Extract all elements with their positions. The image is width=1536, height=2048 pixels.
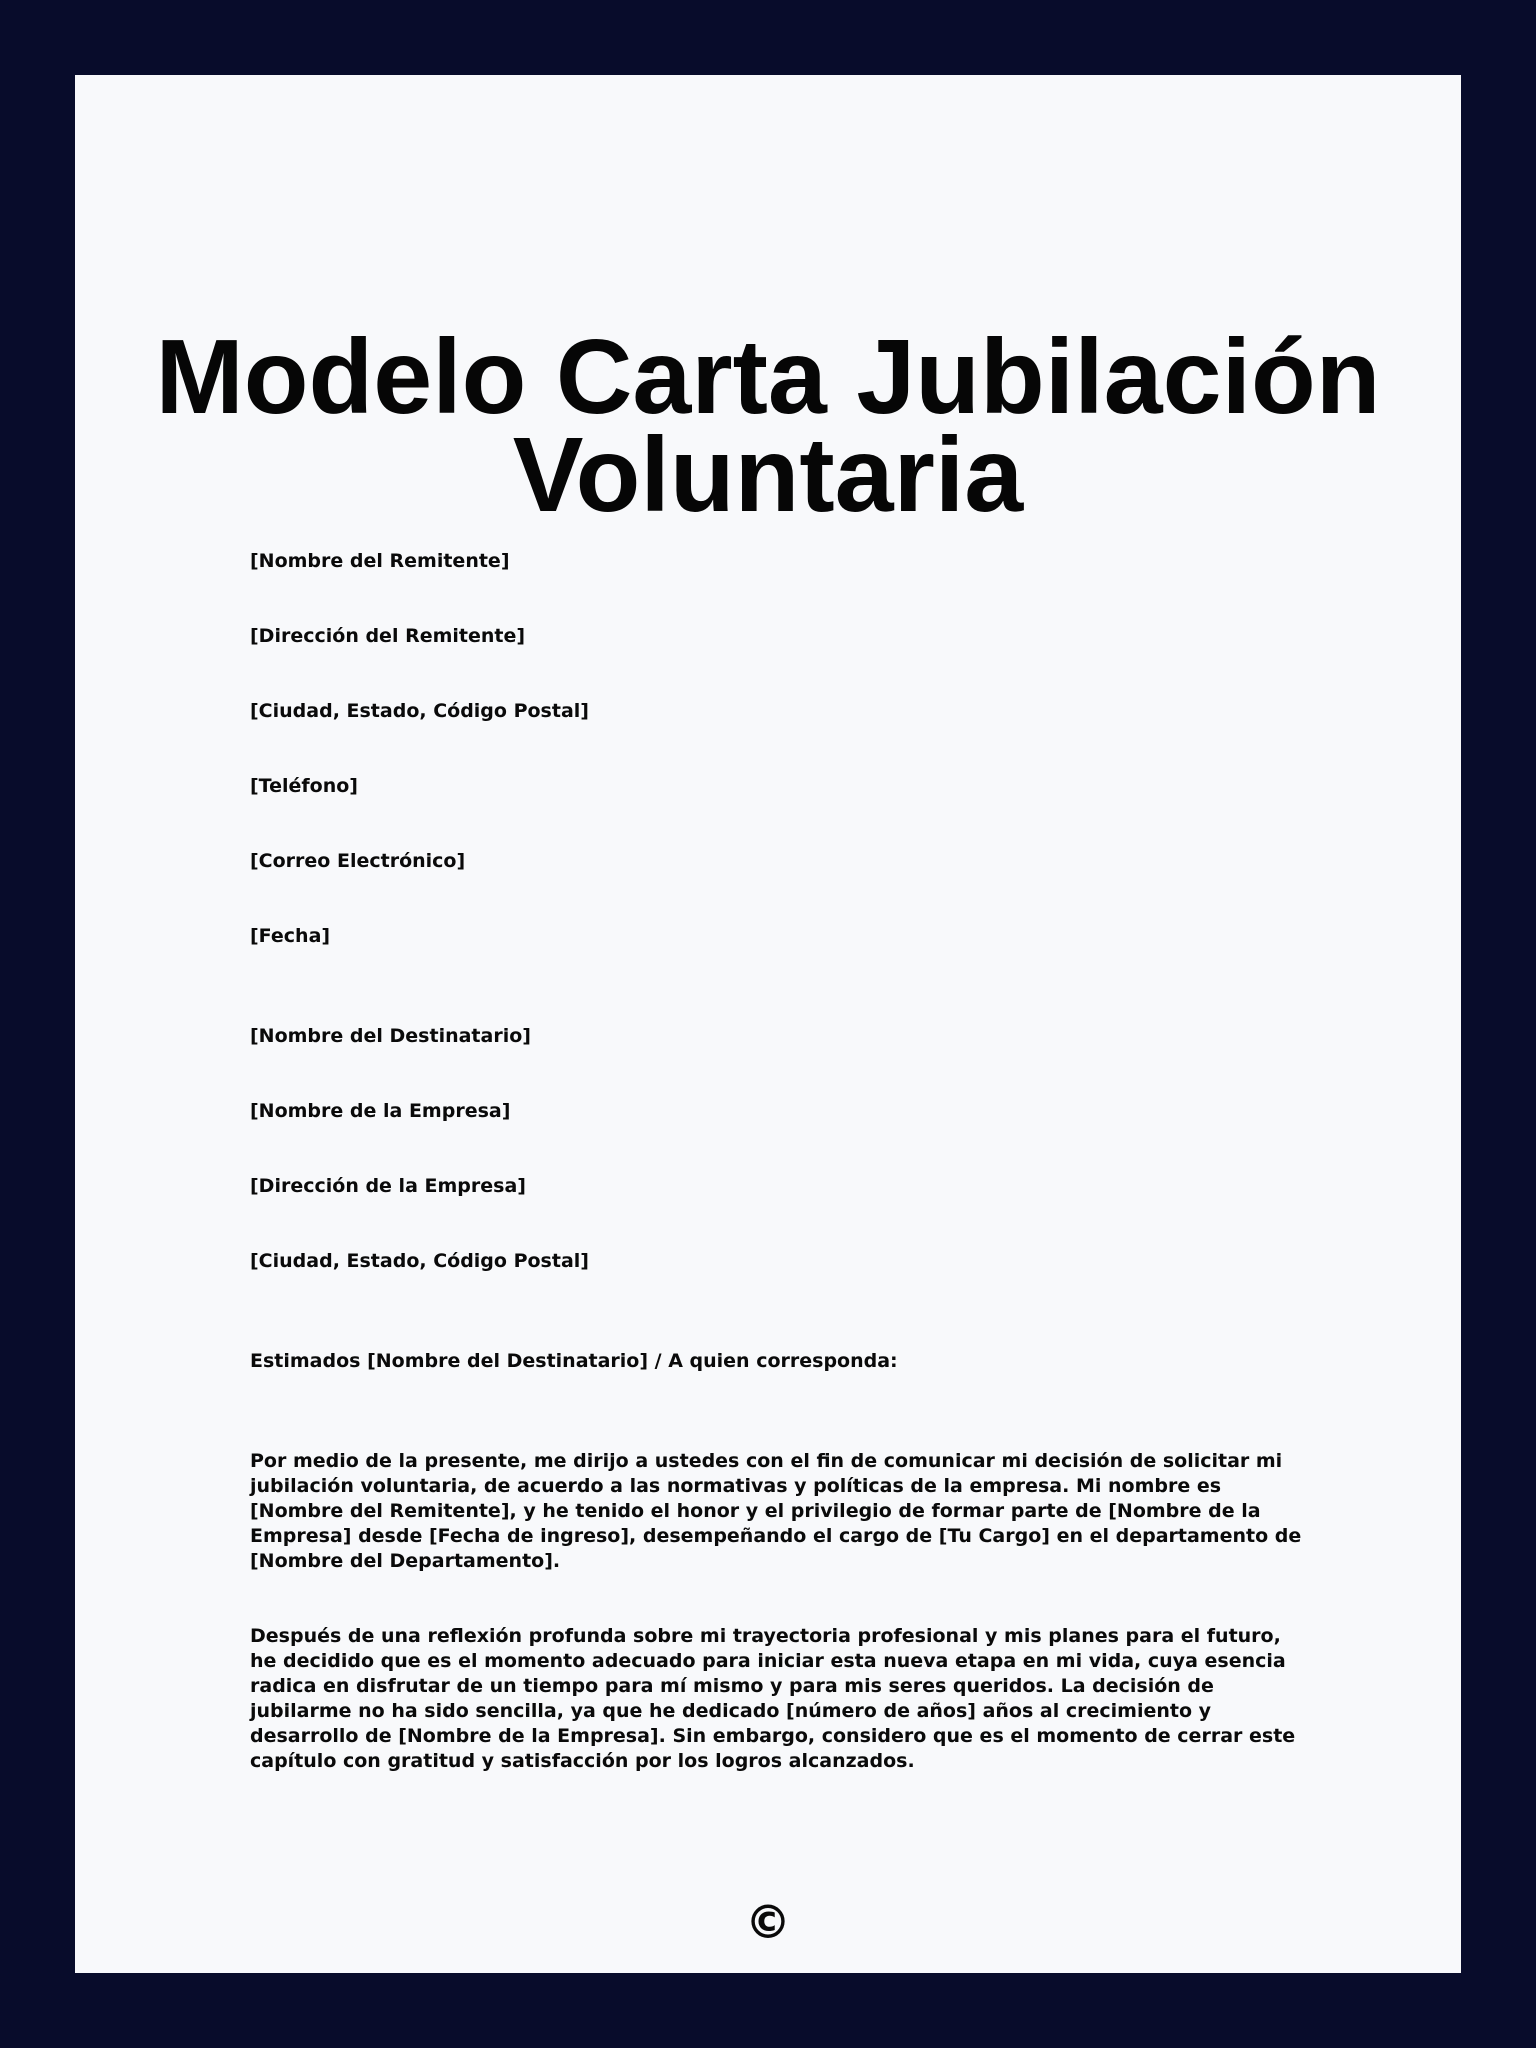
sender-name: [Nombre del Remitente] bbox=[250, 550, 510, 572]
recipient-city: [Ciudad, Estado, Código Postal] bbox=[250, 1250, 589, 1272]
recipient-name: [Nombre del Destinatario] bbox=[250, 1025, 531, 1047]
sender-city: [Ciudad, Estado, Código Postal] bbox=[250, 700, 589, 722]
document-title bbox=[75, 318, 1461, 534]
letter-page bbox=[75, 75, 1461, 1973]
body-paragraph-2: Después de una reflexión profunda sobre mi trayectoria profesional y mis planes para el futuro, he decidido que es el momento adecuado para iniciar esta nueva etapa en mi vida, cuya esencia radica en disfrutar de un tiempo para mí mismo y para mis seres queridos. La decisión de jubilarme no ha sido sencilla, ya que he dedicado [número de años] años al crecimiento y desarrollo de [Nombre de la Empresa]. Sin embargo, considero que es el momento de cerrar este capítulo con gratitud y satisfacción por los logros alcanzados. bbox=[250, 1625, 1296, 1772]
body-paragraph-1: Por medio de la presente, me dirijo a ustedes con el fin de comunicar mi decisión de solicitar mi jubilación voluntaria, de acuerdo a las normativas y políticas de la empresa. Mi nombre es [Nombre del Remitente], y he tenido el honor y el privilegio de formar parte de [Nombre de la Empresa] desde [Fecha de ingreso], desempeñando el cargo de [Tu Cargo] en el departamento de [Nombre del Departamento]. bbox=[250, 1450, 1302, 1572]
letter-date: [Fecha] bbox=[250, 925, 331, 947]
salutation: Estimados [Nombre del Destinatario] / A quien corresponda: bbox=[250, 1350, 898, 1372]
title-line-2: Voluntaria bbox=[512, 416, 1024, 534]
recipient-address: [Dirección de la Empresa] bbox=[250, 1175, 526, 1197]
sender-email: [Correo Electrónico] bbox=[250, 850, 466, 872]
sender-phone: [Teléfono] bbox=[250, 775, 358, 797]
sender-address: [Dirección del Remitente] bbox=[250, 625, 526, 647]
recipient-company: [Nombre de la Empresa] bbox=[250, 1100, 511, 1122]
title-line-1: Modelo Carta Jubilación bbox=[155, 318, 1381, 436]
copyright-icon: © bbox=[745, 1895, 791, 1949]
